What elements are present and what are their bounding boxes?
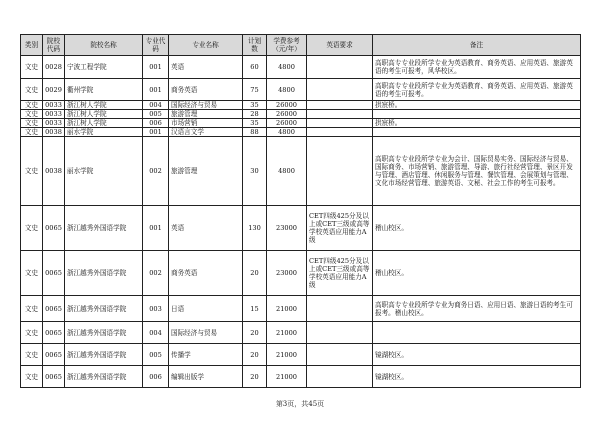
school-name-cell: 衢州学院 xyxy=(65,79,143,101)
school-name-cell: 丽水学院 xyxy=(65,137,143,206)
header-major-code: 专业代码 xyxy=(143,35,169,56)
school-name-cell: 浙江树人学院 xyxy=(65,101,143,110)
english-req-cell xyxy=(307,110,373,119)
fee-cell: 26000 xyxy=(267,119,307,128)
school-name-cell: 浙江越秀外国语学院 xyxy=(65,206,143,251)
header-plan: 计划数 xyxy=(243,35,267,56)
major-name-cell: 市场营销 xyxy=(169,119,243,128)
school-code-cell: 0065 xyxy=(43,206,65,251)
english-req-cell xyxy=(307,322,373,344)
major-name-cell: 旅游管理 xyxy=(169,110,243,119)
header-fee: 学费参考（元/年） xyxy=(267,35,307,56)
major-code-cell: 001 xyxy=(143,206,169,251)
school-code-cell: 0065 xyxy=(43,366,65,388)
major-name-cell: 旅游管理 xyxy=(169,137,243,206)
header-major-name: 专业名称 xyxy=(169,35,243,56)
category-cell: 文史 xyxy=(21,344,43,366)
school-code-cell: 0038 xyxy=(43,128,65,137)
school-code-cell: 0038 xyxy=(43,137,65,206)
major-code-cell: 002 xyxy=(143,251,169,296)
english-req-cell xyxy=(307,56,373,79)
plan-cell: 60 xyxy=(243,56,267,79)
table-row xyxy=(21,296,581,322)
major-name-cell: 传播学 xyxy=(169,344,243,366)
table-row xyxy=(21,110,581,119)
table-row xyxy=(21,119,581,128)
notes-cell: 稽山校区。 xyxy=(373,206,581,251)
school-code-cell: 0028 xyxy=(43,56,65,79)
table-row xyxy=(21,101,581,110)
plan-cell: 88 xyxy=(243,128,267,137)
major-name-cell: 编辑出版学 xyxy=(169,366,243,388)
plan-cell: 130 xyxy=(243,206,267,251)
notes-cell: 稽山校区。 xyxy=(373,251,581,296)
table-row xyxy=(21,128,581,137)
fee-cell: 26000 xyxy=(267,101,307,110)
category-cell: 文史 xyxy=(21,101,43,110)
major-name-cell: 英语 xyxy=(169,206,243,251)
school-name-cell: 浙江越秀外国语学院 xyxy=(65,366,143,388)
table-row xyxy=(21,251,581,296)
major-code-cell: 004 xyxy=(143,101,169,110)
school-name-cell: 浙江越秀外国语学院 xyxy=(65,344,143,366)
fee-cell: 23000 xyxy=(267,206,307,251)
school-name-cell: 宁波工程学院 xyxy=(65,56,143,79)
major-code-cell: 005 xyxy=(143,344,169,366)
fee-cell: 23000 xyxy=(267,251,307,296)
notes-cell: 拱宸桥。 xyxy=(373,119,581,128)
english-req-cell xyxy=(307,366,373,388)
table-row xyxy=(21,366,581,388)
english-req-cell xyxy=(307,119,373,128)
english-req-cell xyxy=(307,101,373,110)
english-req-cell: CET四级425分及以上或CET三级或高等学校英语应用能力A级 xyxy=(307,206,373,251)
table-row xyxy=(21,206,581,251)
school-code-cell: 0029 xyxy=(43,79,65,101)
fee-cell: 21000 xyxy=(267,344,307,366)
major-name-cell: 汉语言文学 xyxy=(169,128,243,137)
notes-cell: 高职高专专业段所学专业为英语教育、商务英语、应用英语、旅游英语的考生可报考，风华校区。 xyxy=(373,56,581,79)
major-name-cell: 商务英语 xyxy=(169,251,243,296)
fee-cell: 4800 xyxy=(267,56,307,79)
table-row xyxy=(21,137,581,206)
plan-cell: 20 xyxy=(243,366,267,388)
plan-cell: 35 xyxy=(243,119,267,128)
major-code-cell: 006 xyxy=(143,119,169,128)
notes-cell: 高职高专专业段所学专业为会计、国际贸易实务、国际经济与贸易、国际商务、市场营销、旅游管理、导游、旅行社经营管理、景区开发与管理、酒店管理、休闲服务与管理、餐饮管理、会展策划与管理、文化市场经营管理、旅游英语、文秘、社会工作的考生可报考。 xyxy=(373,137,581,206)
school-code-cell: 0065 xyxy=(43,251,65,296)
table-row xyxy=(21,322,581,344)
english-req-cell xyxy=(307,296,373,322)
school-name-cell: 浙江越秀外国语学院 xyxy=(65,251,143,296)
major-name-cell: 日语 xyxy=(169,296,243,322)
category-cell: 文史 xyxy=(21,56,43,79)
category-cell: 文史 xyxy=(21,137,43,206)
header-school-code: 院校代码 xyxy=(43,35,65,56)
major-name-cell: 国际经济与贸易 xyxy=(169,101,243,110)
major-code-cell: 002 xyxy=(143,137,169,206)
english-req-cell xyxy=(307,128,373,137)
table-row xyxy=(21,56,581,79)
major-code-cell: 001 xyxy=(143,79,169,101)
major-code-cell: 005 xyxy=(143,110,169,119)
english-req-cell: CET四级425分及以上或CET三级或高等学校英语应用能力A级 xyxy=(307,251,373,296)
fee-cell: 26000 xyxy=(267,110,307,119)
plan-cell: 15 xyxy=(243,296,267,322)
category-cell: 文史 xyxy=(21,322,43,344)
page-footer: 第3页，共45页 xyxy=(275,400,325,408)
category-cell: 文史 xyxy=(21,79,43,101)
major-code-cell: 001 xyxy=(143,56,169,79)
major-code-cell: 006 xyxy=(143,366,169,388)
fee-cell: 4800 xyxy=(267,137,307,206)
notes-cell: 镜湖校区。 xyxy=(373,366,581,388)
plan-cell: 28 xyxy=(243,110,267,119)
school-code-cell: 0065 xyxy=(43,344,65,366)
school-name-cell: 浙江越秀外国语学院 xyxy=(65,322,143,344)
school-name-cell: 丽水学院 xyxy=(65,128,143,137)
notes-cell: 高职高专专业段所学专业为商务日语、应用日语、旅游日语的考生可报考。稽山校区。 xyxy=(373,296,581,322)
notes-cell xyxy=(373,128,581,137)
major-name-cell: 英语 xyxy=(169,56,243,79)
table-row xyxy=(21,344,581,366)
category-cell: 文史 xyxy=(21,128,43,137)
header-english: 英语要求 xyxy=(307,35,373,56)
fee-cell: 4800 xyxy=(267,79,307,101)
category-cell: 文史 xyxy=(21,296,43,322)
notes-cell: 镜湖校区。 xyxy=(373,344,581,366)
plan-cell: 20 xyxy=(243,322,267,344)
fee-cell: 4800 xyxy=(267,128,307,137)
category-cell: 文史 xyxy=(21,206,43,251)
fee-cell: 21000 xyxy=(267,366,307,388)
school-code-cell: 0033 xyxy=(43,101,65,110)
school-name-cell: 浙江树人学院 xyxy=(65,110,143,119)
english-req-cell xyxy=(307,137,373,206)
school-name-cell: 浙江越秀外国语学院 xyxy=(65,296,143,322)
school-code-cell: 0033 xyxy=(43,119,65,128)
category-cell: 文史 xyxy=(21,119,43,128)
english-req-cell xyxy=(307,79,373,101)
major-name-cell: 国际经济与贸易 xyxy=(169,322,243,344)
notes-cell xyxy=(373,110,581,119)
major-code-cell: 003 xyxy=(143,296,169,322)
table-row xyxy=(21,79,581,101)
category-cell: 文史 xyxy=(21,251,43,296)
school-code-cell: 0033 xyxy=(43,110,65,119)
fee-cell: 21000 xyxy=(267,296,307,322)
plan-cell: 30 xyxy=(243,137,267,206)
plan-cell: 20 xyxy=(243,344,267,366)
plan-cell: 20 xyxy=(243,251,267,296)
notes-cell xyxy=(373,322,581,344)
school-code-cell: 0065 xyxy=(43,296,65,322)
table-header-row xyxy=(21,35,581,56)
english-req-cell xyxy=(307,344,373,366)
header-notes: 备注 xyxy=(373,35,581,56)
major-code-cell: 001 xyxy=(143,128,169,137)
plan-cell: 35 xyxy=(243,101,267,110)
admission-table xyxy=(20,34,581,388)
major-name-cell: 商务英语 xyxy=(169,79,243,101)
category-cell: 文史 xyxy=(21,366,43,388)
header-school-name: 院校名称 xyxy=(65,35,143,56)
major-code-cell: 004 xyxy=(143,322,169,344)
school-name-cell: 浙江树人学院 xyxy=(65,119,143,128)
fee-cell: 21000 xyxy=(267,322,307,344)
notes-cell: 高职高专专业段所学专业为英语教育、商务英语、应用英语、旅游英语的考生可报考。 xyxy=(373,79,581,101)
header-category: 类别 xyxy=(21,35,43,56)
school-code-cell: 0065 xyxy=(43,322,65,344)
plan-cell: 75 xyxy=(243,79,267,101)
notes-cell: 拱宸桥。 xyxy=(373,101,581,110)
category-cell: 文史 xyxy=(21,110,43,119)
